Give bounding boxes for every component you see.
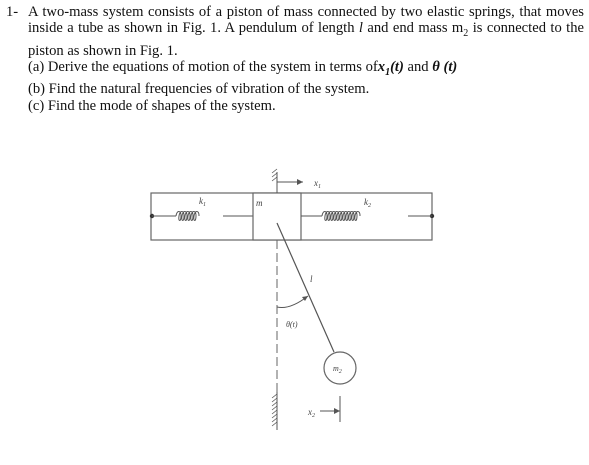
spring-k2: [322, 212, 360, 221]
part-c: (c) Find the mode of shapes of the system.: [28, 97, 276, 114]
statement-text-1: A two-mass system consists of a piston of mass connected by two elastic springs, that moves inside a tube as shown in Fig. 1. A pendulum of length: [28, 4, 584, 37]
statement-text-3: is connected to the piston as shown in Fig. 1.: [28, 20, 584, 59]
part-a-text: (a) Derive the equations of motion of the system in terms of: [28, 59, 378, 76]
problem-intro: [6, 4, 584, 59]
part-a-and: and: [407, 59, 429, 76]
figure-1: [140, 160, 440, 460]
part-a: [28, 59, 584, 81]
part-b: (b) Find the natural frequencies of vibration of the system.: [28, 81, 370, 98]
label-theta: θ(t): [286, 320, 298, 329]
problem-number: 1-: [6, 4, 19, 20]
statement-text-2: and end mass m: [367, 20, 464, 37]
label-x1: $x_1$: [314, 178, 321, 190]
x1-variable: $x_1(t)$: [377, 59, 404, 79]
pendulum-rod: [277, 223, 334, 352]
spring-k1: [176, 212, 199, 221]
problem-description: [28, 4, 584, 59]
theta-variable: θ (t): [432, 59, 458, 76]
mass-subscript: 2: [463, 28, 469, 40]
piston-pendulum-diagram: [140, 160, 440, 460]
length-symbol: l: [358, 20, 363, 37]
label-k1: $k_1$: [199, 196, 206, 208]
pendulum-bob: [324, 352, 356, 384]
label-m2: $m_2$: [333, 364, 342, 375]
problem-statement: [6, 4, 584, 114]
label-l: l: [310, 274, 313, 284]
label-x2: $x_2$: [308, 407, 315, 419]
label-k2: $k_2$: [364, 197, 371, 209]
label-m: m: [256, 198, 263, 208]
